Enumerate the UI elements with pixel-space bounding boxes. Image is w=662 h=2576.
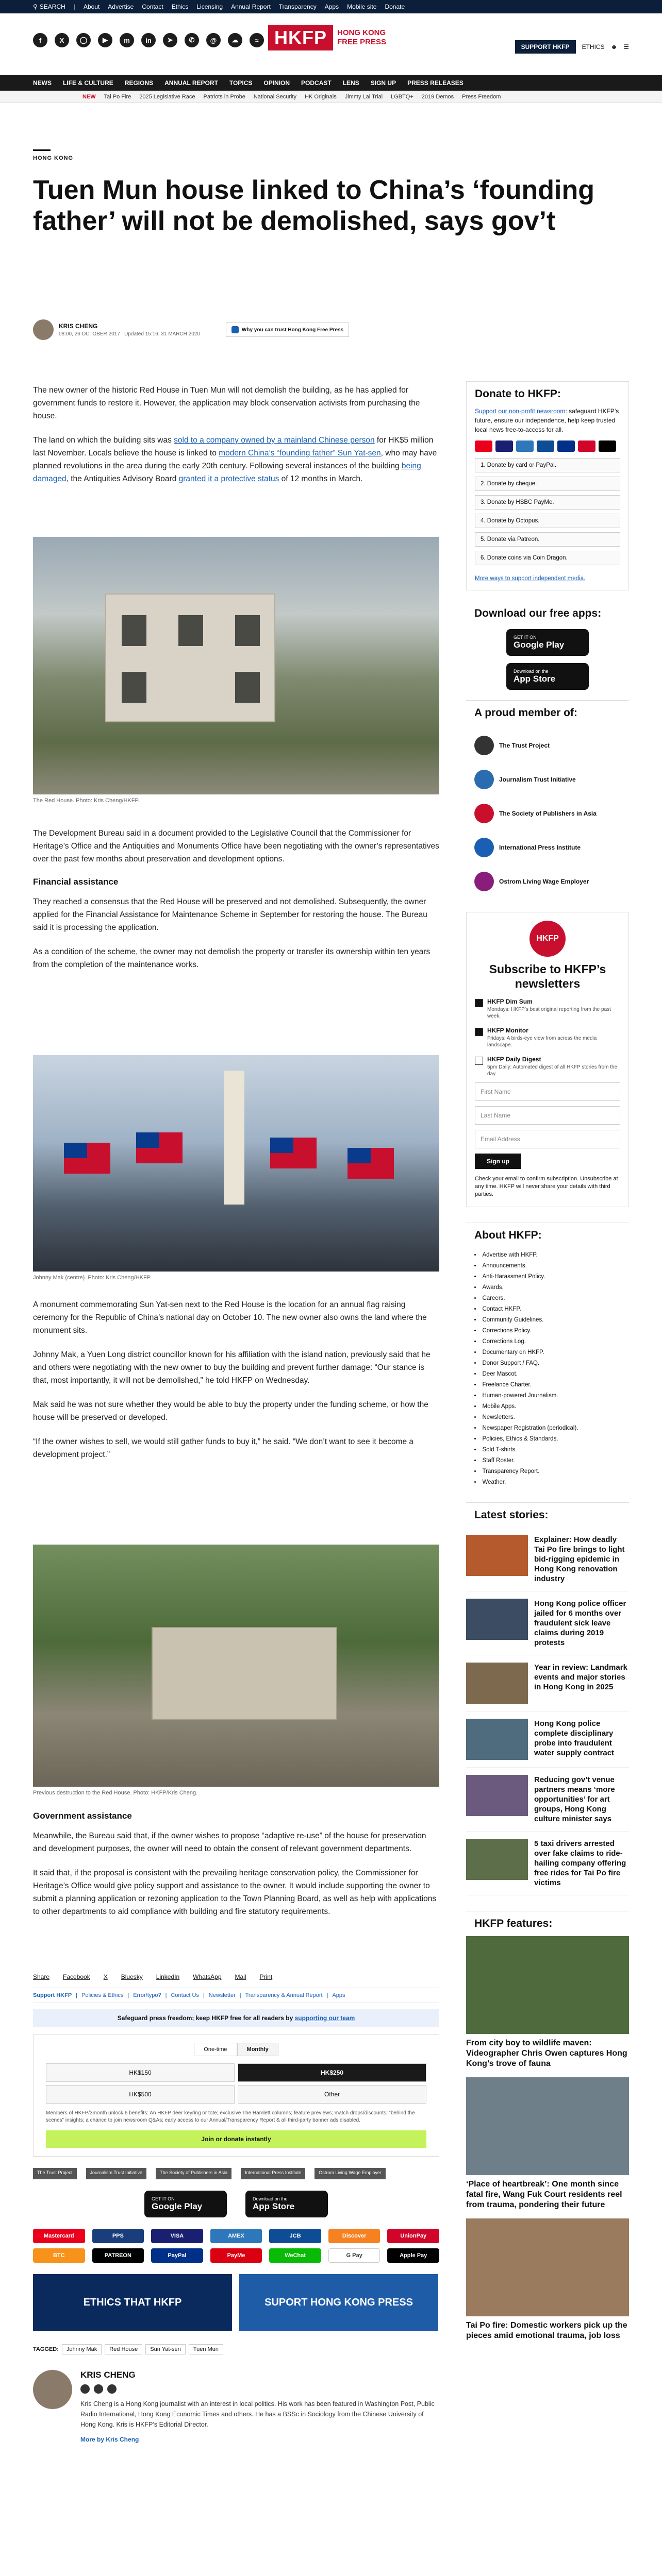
inline-link[interactable]: granted it a protective status: [178, 474, 279, 483]
topbar-link[interactable]: Licensing: [196, 3, 223, 10]
article-body: [33, 1811, 439, 1929]
donate-option[interactable]: 5. Donate via Patreon.: [475, 532, 620, 547]
menu-icon[interactable]: ☰: [623, 43, 629, 50]
about-link[interactable]: • Newsletters.: [474, 1412, 621, 1423]
topbar-link[interactable]: Transparency: [278, 3, 317, 10]
share-bar: [33, 1973, 439, 1980]
trending-item[interactable]: Jimmy Lai Trial: [344, 93, 383, 100]
feature-item[interactable]: ‘Place of heartbreak’: One month since fatal fire, Wang Fuk Court residents reel from trauma, pondering their future: [466, 2077, 629, 2210]
nav-item[interactable]: OPINION: [263, 79, 290, 87]
amount-options: [46, 2063, 426, 2104]
building-shape: [105, 594, 275, 722]
whatsapp-icon[interactable]: ✆: [185, 33, 199, 47]
sidebar-heading: HKFP features:: [466, 1911, 629, 1936]
donate-intro: Support our non-profit newsroom: safeguard HKFP’s future, ensure our independence, help keep trusted local news free-to-access for all.: [475, 408, 619, 433]
tag[interactable]: Red House: [105, 2344, 142, 2354]
sidebar-heading: About HKFP:: [466, 1223, 629, 1248]
article-footer: [33, 1973, 439, 2443]
story-thumbnail[interactable]: [466, 1775, 528, 1816]
about-link[interactable]: • Contact HKFP.: [474, 1304, 621, 1315]
paragraph: It said that, if the proposal is consistent with the prevailing heritage conservation policy, the Commissioner for Heritage’s Office would give policy support and assistance to the owner. It would include supporting the owner to submit a planning application or rezoning application to the Town Planning Board, as well as help with applications to other departments to aid compliance with building and fire statutory requirements.: [33, 1869, 437, 1916]
trending-item[interactable]: HK Originals: [304, 93, 337, 100]
trending-item[interactable]: Tai Po Fire: [104, 93, 131, 100]
apple-pay-icon[interactable]: Apple Pay: [387, 2248, 439, 2263]
search-button[interactable]: ⚲ SEARCH: [33, 3, 65, 10]
sidebar-heading: Download our free apps:: [466, 601, 629, 626]
benefits-note: Members of HKFP/3month unlock 6 benefits: An HKFP deer keyring or tote; exclusive The Hamlett columns; feature previews; match drops/discounts; “behind the scenes” insights; a chance to join newsroom Q&As; early access to our Annual/Transparency Report & all third-party banner ads disabled.: [46, 2110, 415, 2123]
newsletter-footnote: Check your email to confirm subscription. Unsubscribe at any time. HKFP will never share your details with third parties.: [475, 1176, 618, 1197]
trending-item[interactable]: Patriots in Probe: [203, 93, 245, 100]
logo-wordmark: HONG KONG FREE PRESS: [337, 28, 387, 46]
photo-caption: Previous destruction to the Red House. Photo: HKFP/Kris Cheng.: [33, 1790, 198, 1796]
trending-nav: [0, 91, 662, 103]
support-button[interactable]: SUPPORT HKFP: [515, 40, 576, 54]
about-link[interactable]: • Donor Support / FAQ.: [474, 1358, 621, 1369]
about-link[interactable]: • Corrections Log.: [474, 1336, 621, 1347]
partner-logos: [33, 2168, 439, 2179]
feature-image[interactable]: [466, 1936, 629, 2034]
amex-icon: [516, 440, 534, 452]
sidebar-heading: Latest stories:: [466, 1502, 629, 1528]
footer-link[interactable]: Support HKFP: [33, 1992, 72, 1998]
figure: [33, 537, 439, 804]
about-link[interactable]: • Staff Roster.: [474, 1455, 621, 1466]
about-link[interactable]: • Corrections Policy.: [474, 1326, 621, 1336]
instagram-icon[interactable]: ◯: [76, 33, 91, 47]
email-field[interactable]: Email Address: [475, 1130, 620, 1148]
sopa-logo[interactable]: The Society of Publishers in Asia: [156, 2168, 231, 2179]
about-link[interactable]: • Anti-Harassment Policy.: [474, 1272, 621, 1282]
apple-pay-icon: [599, 440, 616, 452]
bitcoin-icon[interactable]: BTC: [33, 2248, 85, 2263]
ethics-banner[interactable]: ETHICS THAT HKFP: [33, 2274, 232, 2331]
paragraph: Johnny Mak, a Yuen Long district councillor known for his affiliation with the island nation, previously said that he and others were negotiating with the new owner to buy the building and prevent further damage: “Our stance is that, most importantly, it will not be demolished,” he told HKFP on Wednesday.: [33, 1350, 431, 1385]
more-ways-link[interactable]: More ways to support independent media.: [475, 575, 586, 582]
mail-icon[interactable]: [107, 2384, 117, 2394]
about-link[interactable]: • Deer Mascot.: [474, 1369, 621, 1380]
story-thumbnail[interactable]: [466, 1839, 528, 1880]
site-logo[interactable]: [268, 25, 386, 50]
rss-icon[interactable]: ≈: [250, 33, 264, 47]
signup-button[interactable]: Sign up: [475, 1154, 521, 1169]
flag-ceremony-photo[interactable]: [33, 1055, 439, 1272]
checkbox[interactable]: [475, 999, 483, 1007]
list-item[interactable]: Explainer: How deadly Tai Po fire brings to light bid-rigging epidemic in Hong Kong renovation industry: [466, 1528, 629, 1591]
amount-option[interactable]: HK$500: [46, 2085, 235, 2104]
story-thumbnail[interactable]: [466, 1663, 528, 1704]
paragraph: A monument commemorating Sun Yat-sen next to the Red House is the location for an annual flag raising ceremony for the Republic of China’s national day on October 10. The new owner also owns the land where the monument sits.: [33, 1300, 427, 1335]
article-body: [33, 827, 439, 982]
google-play-button[interactable]: GET IT ON Google Play: [506, 629, 589, 656]
policy-links: Support HKFP | Policies & Ethics | Error/typo? | Contact Us | Newsletter | Transparency & Annual Report | Apps: [33, 1988, 439, 2003]
byline: [33, 319, 349, 340]
payme-icon[interactable]: PayMe: [210, 2248, 262, 2263]
checkbox[interactable]: [475, 1057, 483, 1065]
byline-text: [59, 323, 200, 337]
nav-item[interactable]: ANNUAL REPORT: [164, 79, 218, 87]
about-link[interactable]: • Announcements.: [474, 1261, 621, 1272]
divider: |: [73, 3, 75, 10]
nav-item[interactable]: REGIONS: [124, 79, 154, 87]
divider: [33, 149, 51, 151]
newsletter-option[interactable]: HKFP Dim Sum Mondays: HKFP’s best original reporting from the past week.: [475, 998, 620, 1020]
photo-caption: Johnny Mak (centre). Photo: Kris Cheng/HKFP.: [33, 1275, 152, 1281]
newsletter-signup: [466, 912, 629, 1207]
utility-bar: [0, 0, 662, 13]
header-actions: [515, 40, 629, 54]
photo-caption: The Red House. Photo: Kris Cheng/HKFP.: [33, 798, 140, 804]
jcb-icon[interactable]: JCB: [269, 2229, 321, 2243]
logo-mark: HKFP: [268, 25, 333, 50]
topbar-link[interactable]: Advertise: [108, 3, 134, 10]
x-icon[interactable]: X: [55, 33, 69, 47]
about-link[interactable]: • Policies, Ethics & Standards.: [474, 1434, 621, 1445]
inline-link[interactable]: modern China’s “founding father” Sun Yat-sen: [219, 449, 381, 457]
first-name-field[interactable]: First Name: [475, 1082, 620, 1101]
about-link[interactable]: • Sold T-shirts.: [474, 1445, 621, 1455]
trending-item[interactable]: National Security: [253, 93, 296, 100]
visa-icon: [495, 440, 513, 452]
section-heading: Government assistance: [33, 1811, 132, 1821]
amount-option[interactable]: HK$150: [46, 2063, 235, 2082]
discover-icon[interactable]: Discover: [328, 2229, 380, 2243]
sidebar: [466, 381, 629, 2349]
trending-item[interactable]: LGBTQ+: [391, 93, 413, 100]
about-link[interactable]: • Community Guidelines.: [474, 1315, 621, 1326]
topbar-link[interactable]: Mobile site: [347, 3, 377, 10]
article-header: [33, 149, 595, 236]
tag[interactable]: Sun Yat-sen: [145, 2344, 186, 2354]
living-wage-logo[interactable]: Ostrom Living Wage Employer: [474, 872, 621, 891]
article-category[interactable]: HONG KONG: [33, 155, 74, 161]
ethics-link[interactable]: ETHICS: [582, 43, 605, 50]
freq-one-time[interactable]: One-time: [194, 2043, 237, 2056]
nav-item[interactable]: TOPICS: [229, 79, 253, 87]
article-body: [33, 384, 439, 497]
latest-stories: [466, 1528, 629, 1895]
about-link[interactable]: • Documentary on HKFP.: [474, 1347, 621, 1358]
tag[interactable]: Tuen Mun: [189, 2344, 223, 2354]
about-link[interactable]: • Human-powered Journalism.: [474, 1391, 621, 1401]
article-body: [33, 1298, 439, 1472]
paragraph: Meanwhile, the Bureau said that, if the owner wishes to propose “adaptive re-use” of the house for preservation and development purposes, the owner will need to obtain the consent of relevant government departments.: [33, 1832, 426, 1853]
newsletter-option[interactable]: HKFP Monitor Fridays: A birds-eye view from across the media landscape.: [475, 1027, 620, 1048]
footer-link[interactable]: Transparency & Annual Report: [245, 1992, 323, 1998]
sopa-logo[interactable]: The Society of Publishers in Asia: [474, 804, 621, 823]
story-thumbnail[interactable]: [466, 1719, 528, 1760]
topbar-link[interactable]: About: [83, 3, 100, 10]
ipi-logo[interactable]: International Press Institute: [474, 838, 621, 857]
footer-link[interactable]: Policies & Ethics: [81, 1992, 124, 1998]
checkbox[interactable]: [475, 1028, 483, 1036]
payment-methods: [33, 2229, 439, 2263]
trust-link[interactable]: Why you can trust Hong Kong Free Press: [226, 323, 349, 337]
youtube-icon[interactable]: ▶: [98, 33, 112, 47]
threads-icon[interactable]: @: [206, 33, 221, 47]
sidebar-app-buttons: [466, 629, 629, 690]
app-store-buttons: [33, 2191, 439, 2217]
about-link[interactable]: • Transparency Report.: [474, 1466, 621, 1477]
author-avatar[interactable]: [33, 2370, 72, 2409]
inline-link[interactable]: sold to a company owned by a mainland Chinese person: [174, 436, 375, 445]
trending-item[interactable]: 2019 Demos: [421, 93, 454, 100]
donate-option[interactable]: 6. Donate coins via Coin Dragon.: [475, 551, 620, 565]
app-store-button[interactable]: Download on the App Store: [245, 2191, 328, 2217]
list-item[interactable]: Hong Kong police officer jailed for 6 months over fraudulent sick leave claims during 2019 protests: [466, 1591, 629, 1655]
living-wage-logo[interactable]: Ostrom Living Wage Employer: [315, 2168, 386, 2179]
paypal-icon[interactable]: PayPal: [151, 2248, 203, 2263]
nav-item[interactable]: NEWS: [33, 79, 52, 87]
hkfp-logo: HKFP: [529, 921, 566, 957]
unionpay-icon[interactable]: UnionPay: [387, 2229, 439, 2243]
share-linkedin[interactable]: LinkedIn: [156, 1973, 180, 1980]
support-link[interactable]: supporting our team: [294, 2014, 355, 2022]
unionpay-icon: [578, 440, 595, 452]
nav-item[interactable]: LIFE & CULTURE: [63, 79, 113, 87]
paypal-icon: [557, 440, 575, 452]
nav-item[interactable]: PODCAST: [301, 79, 332, 87]
footer-link[interactable]: Newsletter: [208, 1992, 236, 1998]
facebook-icon[interactable]: f: [33, 33, 47, 47]
red-house-photo[interactable]: [33, 537, 439, 794]
join-button[interactable]: Join or donate instantly: [46, 2130, 426, 2148]
donate-option[interactable]: 1. Donate by card or PayPal.: [475, 458, 620, 472]
bluesky-icon[interactable]: ☁: [228, 33, 242, 47]
member-logos: [466, 736, 629, 891]
author-name[interactable]: KRIS CHENG: [80, 2370, 136, 2380]
google-pay-icon[interactable]: G Pay: [328, 2248, 380, 2263]
freq-monthly[interactable]: Monthly: [237, 2043, 278, 2056]
safeguard-banner: Safeguard press freedom; keep HKFP free for all readers by supporting our team: [33, 2009, 439, 2027]
jti-logo[interactable]: Journalism Trust Initiative: [86, 2168, 147, 2179]
trust-icon: [231, 326, 239, 333]
donate-option[interactable]: 2. Donate by cheque.: [475, 477, 620, 491]
donate-option[interactable]: 3. Donate by HSBC PayMe.: [475, 495, 620, 510]
inline-link[interactable]: Support our non-profit newsroom: [475, 408, 566, 415]
feature-image[interactable]: [466, 2077, 629, 2175]
list-item[interactable]: Reducing gov’t venue partners means ‘more opportunities’ for art groups, Hong Kong culture minister says: [466, 1768, 629, 1832]
mastodon-icon[interactable]: m: [120, 33, 134, 47]
donate-widget: [33, 2034, 439, 2157]
about-link[interactable]: • Freelance Charter.: [474, 1380, 621, 1391]
share-mail[interactable]: Mail: [235, 1973, 246, 1980]
user-icon[interactable]: ☻: [610, 43, 618, 50]
topbar-link[interactable]: Ethics: [171, 3, 189, 10]
footer-link[interactable]: Error/typo?: [133, 1992, 161, 1998]
amount-option[interactable]: Other: [238, 2085, 426, 2104]
share-x[interactable]: X: [103, 1973, 108, 1980]
app-store-button[interactable]: Download on the App Store: [506, 663, 589, 690]
trust-project-logo[interactable]: The Trust Project: [474, 736, 621, 755]
mastercard-icon[interactable]: Mastercard: [33, 2229, 85, 2243]
share-facebook[interactable]: Facebook: [63, 1973, 90, 1980]
list-item[interactable]: 5 taxi drivers arrested over fake claims to ride-hailing company offering free rides for Tai Po fire victims: [466, 1832, 629, 1895]
wechat-pay-icon[interactable]: WeChat: [269, 2248, 321, 2263]
donate-box: [466, 381, 629, 590]
newsletter-title: Subscribe to HKFP’s newsletters: [489, 962, 606, 990]
newsletter-option[interactable]: HKFP Daily Digest 5pm Daily: Automated digest of all HKFP stories from the day.: [475, 1056, 620, 1077]
nav-item[interactable]: SIGN UP: [370, 79, 396, 87]
author-social: [80, 2384, 439, 2394]
amount-option[interactable]: HK$250: [238, 2063, 426, 2082]
feature-image[interactable]: [466, 2218, 629, 2316]
inline-link[interactable]: being damaged: [33, 462, 421, 483]
site-header: [0, 13, 662, 75]
nav-item[interactable]: LENS: [342, 79, 359, 87]
share-print[interactable]: Print: [259, 1973, 273, 1980]
topbar-link[interactable]: Contact: [142, 3, 163, 10]
list-item[interactable]: Year in review: Landmark events and major stories in Hong Kong in 2025: [466, 1655, 629, 1711]
pps-icon[interactable]: PPS: [92, 2229, 144, 2243]
author-avatar[interactable]: [33, 319, 54, 340]
main-nav: [0, 75, 662, 91]
paragraph: “If the owner wishes to sell, we would still gather funds to buy it,” he said. “We don’t want to see it become a development project.”: [33, 1437, 414, 1459]
tags: [33, 2344, 439, 2354]
patreon-icon[interactable]: PATREON: [92, 2248, 144, 2263]
feature-item[interactable]: From city boy to wildlife maven: Videographer Chris Owen captures Hong Kong’s trove of fauna: [466, 1936, 629, 2069]
story-thumbnail[interactable]: [466, 1599, 528, 1640]
trending-item[interactable]: 2025 Legislative Race: [139, 93, 195, 100]
topbar-link[interactable]: Donate: [385, 3, 405, 10]
x-icon[interactable]: [80, 2384, 90, 2394]
about-links: [466, 1248, 629, 1490]
trust-project-logo[interactable]: The Trust Project: [33, 2168, 77, 2179]
more-by-author-link[interactable]: More by Kris Cheng: [80, 2436, 139, 2443]
tags-label: TAGGED:: [33, 2346, 59, 2352]
about-link[interactable]: • Careers.: [474, 1293, 621, 1304]
paragraph: The new owner of the historic Red House in Tuen Mun will not demolish the building, as he has applied for government funds to restore it. However, the application may block conservation activists from purchasing the house.: [33, 386, 420, 420]
figure: [33, 1055, 439, 1281]
author-info: [80, 2370, 439, 2443]
monument-shape: [224, 1071, 244, 1205]
about-link[interactable]: • Advertise with HKFP.: [474, 1250, 621, 1261]
paragraph: The land on which the building sits was sold to a company owned by a mainland Chinese person for HK$5 million last November. Locals believe the house is linked to modern China’s “founding father” Sun Yat-sen, who may have planned revolutions in the area during the early 20th century. Following several instances of the building being damaged, the Antiquities Advisory Board granted it a protective status of 12 months in March.: [33, 436, 437, 483]
about-link[interactable]: • Weather.: [474, 1477, 621, 1488]
trending-label: NEW: [82, 93, 96, 100]
paragraph: As a condition of the scheme, the owner may not demolish the property or transfer its ownership within ten years from the completion of the maintenance works.: [33, 947, 431, 969]
paragraph: They reached a consensus that the Red House will be preserved and not demolished. Subsequently, the owner applied for the Financial Assistance for Maintenance Scheme in September for restoring the house. The Bureau said it is processing the application.: [33, 897, 427, 932]
donate-option[interactable]: 4. Donate by Octopus.: [475, 514, 620, 528]
linkedin-icon[interactable]: [94, 2384, 103, 2394]
feature-item[interactable]: Tai Po fire: Domestic workers pick up the pieces amid emotional trauma, job loss: [466, 2218, 629, 2341]
jti-logo[interactable]: Journalism Trust Initiative: [474, 770, 621, 789]
support-banner[interactable]: SUPORT HONG KONG PRESS: [239, 2274, 438, 2331]
trending-item[interactable]: Press Freedom: [462, 93, 501, 100]
article-headline: Tuen Mun house linked to China’s ‘founding father’ will not be demolished, says gov’t: [33, 175, 595, 236]
social-links: [33, 33, 264, 47]
list-item[interactable]: Hong Kong police complete disciplinary probe into fraudulent water supply contract: [466, 1711, 629, 1768]
footer-link[interactable]: Apps: [332, 1992, 345, 1998]
frequency-toggle: [46, 2043, 426, 2056]
mastercard-icon: [475, 440, 492, 452]
paragraph: Mak said he was not sure whether they would be able to buy the property under the funding scheme, or how the house will be preserved or developed.: [33, 1400, 428, 1422]
ruined-wall-shape: [152, 1627, 337, 1720]
promo-banners: [33, 2274, 439, 2331]
linkedin-icon[interactable]: in: [141, 33, 156, 47]
about-link[interactable]: • Awards.: [474, 1282, 621, 1293]
topbar-link[interactable]: Annual Report: [231, 3, 271, 10]
about-link[interactable]: • Newspaper Registration (periodical).: [474, 1423, 621, 1434]
author-bio: Kris Cheng is a Hong Kong journalist with an interest in local politics. His work has been featured in Washington Post, Public Radio International, Hong Kong Economic Times and others. He has a BSSc in Sociology from the Chinese University of Hong Kong. Kris is HKFP’s Editorial Director.: [80, 2400, 435, 2428]
payment-strip: [467, 440, 628, 458]
share-whatsapp[interactable]: WhatsApp: [193, 1973, 222, 1980]
search-icon: ⚲: [33, 3, 38, 10]
author-name[interactable]: KRIS CHENG: [59, 323, 98, 330]
tag[interactable]: Johnny Mak: [62, 2344, 102, 2354]
visa-icon[interactable]: VISA: [151, 2229, 203, 2243]
figure: [33, 1545, 439, 1796]
sidebar-heading: Donate to HKFP:: [475, 388, 561, 400]
sidebar-heading: A proud member of:: [466, 700, 629, 725]
destruction-photo[interactable]: [33, 1545, 439, 1787]
author-card: [33, 2370, 439, 2443]
google-play-button[interactable]: GET IT ON Google Play: [144, 2191, 227, 2217]
share-label: Share: [33, 1973, 50, 1980]
telegram-icon[interactable]: ➤: [163, 33, 177, 47]
ipi-logo[interactable]: International Press Institute: [241, 2168, 305, 2179]
story-thumbnail[interactable]: [466, 1535, 528, 1576]
share-bluesky[interactable]: Bluesky: [121, 1973, 143, 1980]
section-heading: Financial assistance: [33, 877, 119, 887]
nav-item[interactable]: PRESS RELEASES: [407, 79, 464, 87]
about-link[interactable]: • Mobile Apps.: [474, 1401, 621, 1412]
footer-link[interactable]: Contact Us: [171, 1992, 199, 1998]
publish-date: 08:00, 26 OCTOBER 2017 Updated 15:16, 31 MARCH 2020: [59, 331, 200, 337]
amex-icon[interactable]: AMEX: [210, 2229, 262, 2243]
paragraph: The Development Bureau said in a document provided to the Legislative Council that the Commissioner for Heritage’s Office and the Antiquities and Monuments Office have been negotiating with the owner’s representatives over the past few months about preservation and development options.: [33, 829, 439, 863]
topbar-link[interactable]: Apps: [324, 3, 339, 10]
features-list: [466, 1936, 629, 2341]
last-name-field[interactable]: Last Name: [475, 1106, 620, 1125]
jcb-icon: [537, 440, 554, 452]
